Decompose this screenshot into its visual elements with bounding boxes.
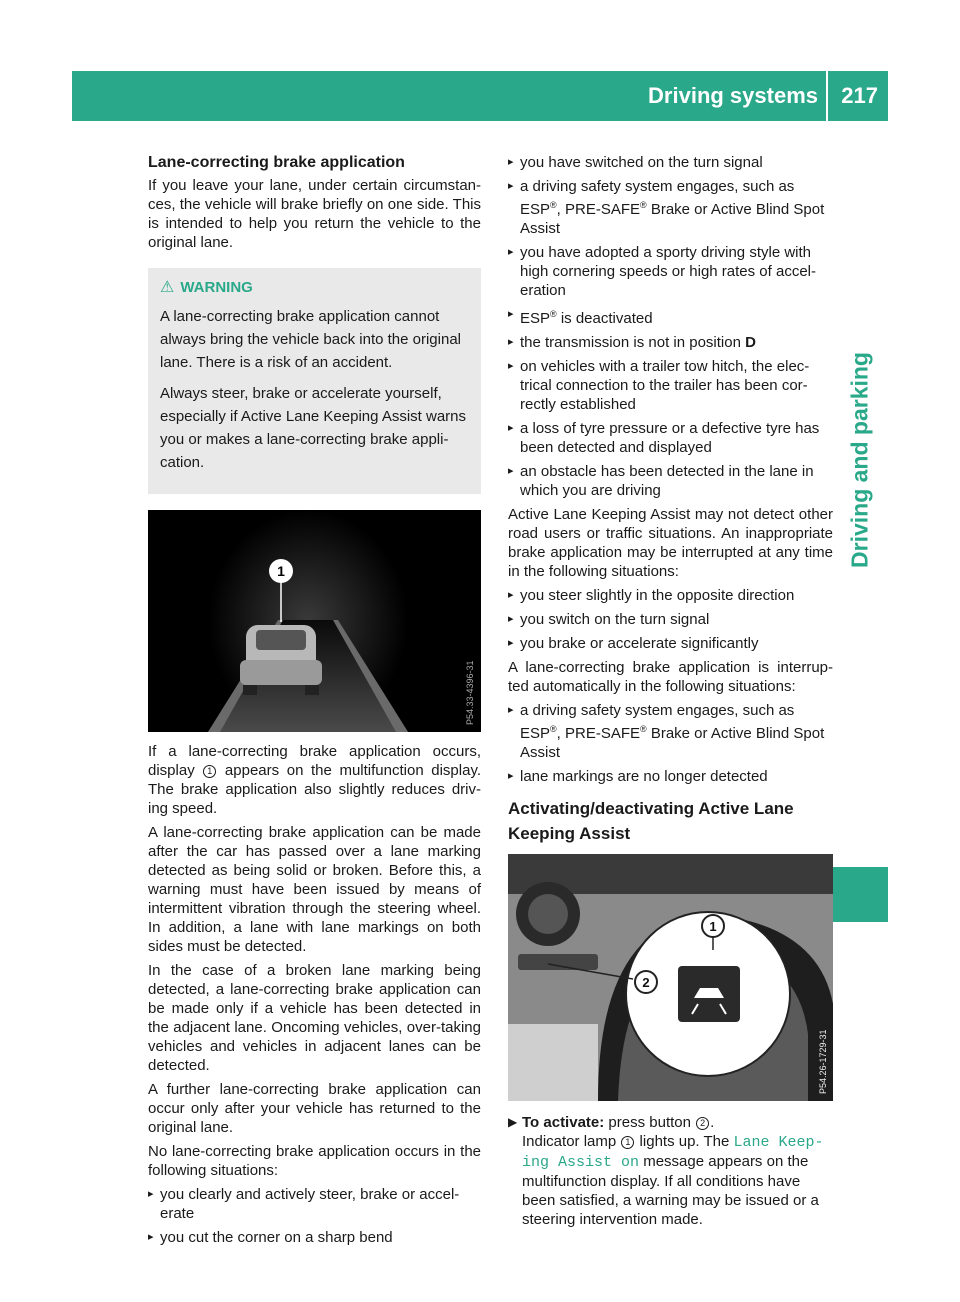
list-item: ▸ you steer slightly in the opposite direction	[508, 586, 833, 605]
paragraph-broken-lane: In the case of a broken lane marking being detected, a lane-correcting brake application can be made only if a vehicle has been detected in the adjacent lane. Oncoming vehicles, over-taking vehicles and vehicles in adjacent lanes can be detected.	[148, 962, 481, 1074]
warning-header	[160, 278, 471, 297]
left-column	[148, 153, 481, 1252]
paragraph-conditions: A lane-correcting brake application can be made after the car has passed over a lane marking detected as being solid or broken. Before this, a warning must have been issued by means of intermittent vibration through the steering wheel. In addition, a lane with lane markings on both sides must be detected.	[148, 824, 481, 955]
page-header	[72, 71, 888, 121]
display-message: Lane Keep-ing Assist on	[522, 1134, 824, 1171]
list-item: ▸ an obstacle has been detected in the lane in which you are driving	[508, 462, 833, 500]
figure-code: P54.33-4396-31	[465, 660, 475, 725]
list-item: ▸ you clearly and actively steer, brake or accel-erate	[148, 1185, 481, 1223]
warning-triangle-icon: ⚠	[160, 279, 175, 296]
callout-2-marker: 2	[642, 975, 650, 990]
heading-lane-correcting: Lane-correcting brake application	[148, 154, 405, 171]
step-label: To activate:	[522, 1114, 605, 1131]
callout-2-ref: 2	[696, 1117, 709, 1130]
list-item: ▸ you cut the corner on a sharp bend	[148, 1228, 481, 1247]
steering-wheel-illustration	[508, 854, 833, 1101]
chapter-side-label: Driving and parking	[846, 352, 873, 568]
list-item: ▸ you have adopted a sporty driving style with high cornering speeds or high rates of accel-eration	[508, 243, 833, 300]
list-item: ▸ you brake or accelerate significantly	[508, 634, 833, 653]
warning-text-2: Always steer, brake or accelerate yourself, especially if Active Lane Keeping Assist warns you or makes a lane-correcting brake appli-cation.	[160, 385, 466, 471]
intro-paragraph: If you leave your lane, under certain circumstan-ces, the vehicle will brake briefly on one side. This is intended to help you return the vehicle to the original lane.	[148, 177, 481, 251]
right-column	[508, 153, 833, 1229]
warning-text-1: A lane-correcting brake application cannot always bring the vehicle back into the original lane. There is a risk of an accident.	[160, 308, 462, 371]
list-auto-interrupt	[508, 701, 833, 786]
list-item: ▸ a driving safety system engages, such as ESP®, PRE-SAFE® Brake or Active Blind Spot Assist	[508, 701, 833, 762]
step-arrow-icon: ▶	[508, 1115, 518, 1129]
paragraph-display: If a lane-correcting brake application occurs, display 1 appears on the multifunction display. The brake application also slightly reduces driv-ing speed.	[148, 743, 482, 817]
paragraph-may-not-detect: Active Lane Keeping Assist may not detect other road users or traffic situations. An inappropriate brake application may be interrupted at any time in the following situations:	[508, 506, 833, 580]
figure-display-car	[148, 510, 481, 732]
car-display-illustration	[148, 510, 481, 732]
callout-1-marker: 1	[709, 919, 717, 934]
callout-1-marker: 1	[277, 563, 285, 579]
list-item: ▸ the transmission is not in position D	[508, 333, 833, 352]
figure-steering-wheel	[508, 854, 833, 1101]
activation-step: ▶ To activate: press button 2 . Indicator lamp 1 lights up. The Lane Keep-ing Assist on message appears on the multifunction display. If all conditions have been satisfied, a warning may be issued or a steering intervention made.	[508, 1114, 824, 1228]
list-item: ▸ a loss of tyre pressure or a defective tyre has been detected and displayed	[508, 419, 833, 457]
heading-activating: Activating/deactivating Active Lane Keeping Assist	[508, 799, 794, 843]
paragraph-further: A further lane-correcting brake application can occur only after your vehicle has returned to the original lane.	[148, 1081, 481, 1136]
page-number: 217	[841, 83, 878, 108]
list-interrupted	[508, 586, 833, 653]
list-item: ▸ on vehicles with a trailer tow hitch, the elec-trical connection to the trailer has been cor-rectly established	[508, 357, 833, 414]
list-item: ▸ you have switched on the turn signal	[508, 153, 833, 172]
list-item: ▸ ESP® is deactivated	[508, 305, 833, 328]
warning-label: WARNING	[180, 279, 253, 296]
header-separator	[826, 71, 828, 121]
list-no-application	[148, 1185, 481, 1247]
paragraph-no-application: No lane-correcting brake application occurs in the following situations:	[148, 1143, 481, 1179]
figure-code: P54.26-1729-31	[818, 1029, 828, 1094]
chapter-marker	[833, 867, 888, 922]
list-no-application-cont	[508, 153, 833, 500]
paragraph-auto-interrupt: A lane-correcting brake application is interrup-ted automatically in the following situations:	[508, 659, 833, 695]
list-item: ▸ a driving safety system engages, such as ESP®, PRE-SAFE® Brake or Active Blind Spot Assist	[508, 177, 833, 238]
callout-1-ref: 1	[203, 765, 216, 778]
list-item: ▸ you switch on the turn signal	[508, 610, 833, 629]
callout-1-ref: 1	[621, 1136, 634, 1149]
warning-box	[148, 268, 481, 494]
list-item: ▸ lane markings are no longer detected	[508, 767, 833, 786]
section-title: Driving systems	[648, 83, 818, 108]
